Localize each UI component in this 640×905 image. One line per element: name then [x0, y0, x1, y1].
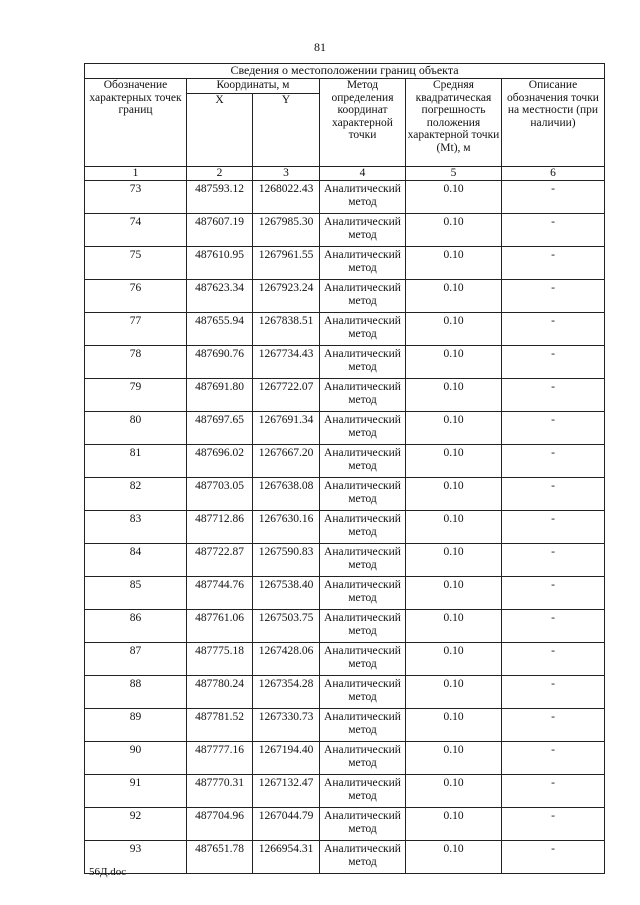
accuracy-cell: 0.10 — [406, 742, 502, 775]
y-coordinate-cell: 1267503.75 — [253, 610, 320, 643]
description-cell: - — [502, 544, 605, 577]
point-cell: 75 — [85, 247, 187, 280]
description-cell: - — [502, 280, 605, 313]
x-coordinate-cell: 487722.87 — [187, 544, 253, 577]
y-coordinate-cell: 1267838.51 — [253, 313, 320, 346]
x-coordinate-cell: 487761.06 — [187, 610, 253, 643]
x-coordinate-cell: 487744.76 — [187, 577, 253, 610]
y-coordinate-cell: 1267428.06 — [253, 643, 320, 676]
description-cell: - — [502, 610, 605, 643]
method-cell: Аналитический метод — [320, 280, 406, 313]
x-coordinate-cell: 487607.19 — [187, 214, 253, 247]
description-cell: - — [502, 511, 605, 544]
x-coordinate-cell: 487712.86 — [187, 511, 253, 544]
description-cell: - — [502, 643, 605, 676]
description-cell: - — [502, 478, 605, 511]
point-cell: 83 — [85, 511, 187, 544]
accuracy-cell: 0.10 — [406, 313, 502, 346]
point-cell: 84 — [85, 544, 187, 577]
point-cell: 79 — [85, 379, 187, 412]
table-row — [85, 313, 605, 346]
point-cell: 86 — [85, 610, 187, 643]
description-cell: - — [502, 709, 605, 742]
table-row — [85, 742, 605, 775]
y-coordinate-cell: 1267691.34 — [253, 412, 320, 445]
y-coordinate-cell: 1267590.83 — [253, 544, 320, 577]
y-coordinate-cell: 1268022.43 — [253, 181, 320, 214]
table-title: Сведения о местоположении границ объекта — [85, 64, 605, 79]
y-coordinate-cell: 1267734.43 — [253, 346, 320, 379]
table-row — [85, 412, 605, 445]
table-row — [85, 346, 605, 379]
method-cell: Аналитический метод — [320, 511, 406, 544]
description-cell: - — [502, 346, 605, 379]
method-cell: Аналитический метод — [320, 214, 406, 247]
point-cell: 76 — [85, 280, 187, 313]
description-cell: - — [502, 379, 605, 412]
x-coordinate-cell: 487696.02 — [187, 445, 253, 478]
point-cell: 90 — [85, 742, 187, 775]
description-cell: - — [502, 313, 605, 346]
method-cell: Аналитический метод — [320, 841, 406, 874]
point-cell: 85 — [85, 577, 187, 610]
point-cell: 78 — [85, 346, 187, 379]
accuracy-cell: 0.10 — [406, 676, 502, 709]
y-coordinate-cell: 1267354.28 — [253, 676, 320, 709]
y-coordinate-cell: 1266954.31 — [253, 841, 320, 874]
y-coordinate-cell: 1267330.73 — [253, 709, 320, 742]
table-row — [85, 478, 605, 511]
y-coordinate-cell: 1267961.55 — [253, 247, 320, 280]
column-number: 3 — [253, 167, 320, 181]
header-y: Y — [253, 94, 320, 167]
accuracy-cell: 0.10 — [406, 577, 502, 610]
document-filename: 56Д.doc — [89, 866, 127, 878]
accuracy-cell: 0.10 — [406, 544, 502, 577]
column-number: 1 — [85, 167, 187, 181]
table-row — [85, 577, 605, 610]
table-row — [85, 544, 605, 577]
method-cell: Аналитический метод — [320, 643, 406, 676]
column-number: 5 — [406, 167, 502, 181]
method-cell: Аналитический метод — [320, 445, 406, 478]
x-coordinate-cell: 487780.24 — [187, 676, 253, 709]
description-cell: - — [502, 742, 605, 775]
point-cell: 82 — [85, 478, 187, 511]
x-coordinate-cell: 487593.12 — [187, 181, 253, 214]
y-coordinate-cell: 1267985.30 — [253, 214, 320, 247]
accuracy-cell: 0.10 — [406, 412, 502, 445]
table-row — [85, 379, 605, 412]
accuracy-cell: 0.10 — [406, 841, 502, 874]
description-cell: - — [502, 808, 605, 841]
method-cell: Аналитический метод — [320, 808, 406, 841]
y-coordinate-cell: 1267667.20 — [253, 445, 320, 478]
column-number-row — [85, 167, 605, 181]
x-coordinate-cell: 487697.65 — [187, 412, 253, 445]
method-cell: Аналитический метод — [320, 775, 406, 808]
header-method: Метод определения координат характерной точки — [320, 79, 406, 167]
page-number: 81 — [314, 40, 326, 54]
method-cell: Аналитический метод — [320, 313, 406, 346]
y-coordinate-cell: 1267538.40 — [253, 577, 320, 610]
x-coordinate-cell: 487775.18 — [187, 643, 253, 676]
column-number: 4 — [320, 167, 406, 181]
description-cell: - — [502, 214, 605, 247]
point-cell: 87 — [85, 643, 187, 676]
method-cell: Аналитический метод — [320, 478, 406, 511]
method-cell: Аналитический метод — [320, 577, 406, 610]
description-cell: - — [502, 412, 605, 445]
table-row — [85, 280, 605, 313]
x-coordinate-cell: 487704.96 — [187, 808, 253, 841]
point-cell: 93 — [85, 841, 187, 874]
accuracy-cell: 0.10 — [406, 280, 502, 313]
accuracy-cell: 0.10 — [406, 214, 502, 247]
accuracy-cell: 0.10 — [406, 808, 502, 841]
point-cell: 81 — [85, 445, 187, 478]
description-cell: - — [502, 247, 605, 280]
description-cell: - — [502, 577, 605, 610]
method-cell: Аналитический метод — [320, 181, 406, 214]
table-row — [85, 181, 605, 214]
accuracy-cell: 0.10 — [406, 379, 502, 412]
y-coordinate-cell: 1267923.24 — [253, 280, 320, 313]
header-accuracy: Средняя квадратическая погрешность положения характерной точки (Mt), м — [406, 79, 502, 167]
table-row — [85, 841, 605, 874]
description-cell: - — [502, 181, 605, 214]
table-row — [85, 709, 605, 742]
table-row — [85, 610, 605, 643]
accuracy-cell: 0.10 — [406, 511, 502, 544]
header-x: X — [187, 94, 253, 167]
description-cell: - — [502, 445, 605, 478]
accuracy-cell: 0.10 — [406, 346, 502, 379]
accuracy-cell: 0.10 — [406, 247, 502, 280]
table-body — [85, 181, 605, 874]
y-coordinate-cell: 1267194.40 — [253, 742, 320, 775]
method-cell: Аналитический метод — [320, 610, 406, 643]
header-point: Обозначение характерных точек границ — [85, 79, 187, 167]
x-coordinate-cell: 487655.94 — [187, 313, 253, 346]
method-cell: Аналитический метод — [320, 709, 406, 742]
accuracy-cell: 0.10 — [406, 709, 502, 742]
method-cell: Аналитический метод — [320, 676, 406, 709]
point-cell: 89 — [85, 709, 187, 742]
point-cell: 80 — [85, 412, 187, 445]
accuracy-cell: 0.10 — [406, 643, 502, 676]
table-row — [85, 676, 605, 709]
header-coordinates: Координаты, м — [187, 79, 320, 94]
point-cell: 88 — [85, 676, 187, 709]
table-row — [85, 775, 605, 808]
x-coordinate-cell: 487781.52 — [187, 709, 253, 742]
table-row — [85, 214, 605, 247]
boundary-coordinates-table — [84, 63, 605, 874]
accuracy-cell: 0.10 — [406, 445, 502, 478]
description-cell: - — [502, 676, 605, 709]
method-cell: Аналитический метод — [320, 544, 406, 577]
table-row — [85, 808, 605, 841]
column-number: 2 — [187, 167, 253, 181]
table-row — [85, 247, 605, 280]
point-cell: 77 — [85, 313, 187, 346]
description-cell: - — [502, 841, 605, 874]
x-coordinate-cell: 487690.76 — [187, 346, 253, 379]
y-coordinate-cell: 1267044.79 — [253, 808, 320, 841]
table-row — [85, 511, 605, 544]
accuracy-cell: 0.10 — [406, 478, 502, 511]
x-coordinate-cell: 487777.16 — [187, 742, 253, 775]
table-row — [85, 643, 605, 676]
header-description: Описание обозначения точки на местности (при наличии) — [502, 79, 605, 167]
method-cell: Аналитический метод — [320, 742, 406, 775]
point-cell: 73 — [85, 181, 187, 214]
point-cell: 74 — [85, 214, 187, 247]
accuracy-cell: 0.10 — [406, 610, 502, 643]
method-cell: Аналитический метод — [320, 379, 406, 412]
x-coordinate-cell: 487651.78 — [187, 841, 253, 874]
x-coordinate-cell: 487623.34 — [187, 280, 253, 313]
x-coordinate-cell: 487770.31 — [187, 775, 253, 808]
x-coordinate-cell: 487703.05 — [187, 478, 253, 511]
method-cell: Аналитический метод — [320, 346, 406, 379]
accuracy-cell: 0.10 — [406, 181, 502, 214]
point-cell: 92 — [85, 808, 187, 841]
method-cell: Аналитический метод — [320, 412, 406, 445]
point-cell: 91 — [85, 775, 187, 808]
y-coordinate-cell: 1267722.07 — [253, 379, 320, 412]
table-row — [85, 445, 605, 478]
column-number: 6 — [502, 167, 605, 181]
y-coordinate-cell: 1267132.47 — [253, 775, 320, 808]
x-coordinate-cell: 487610.95 — [187, 247, 253, 280]
description-cell: - — [502, 775, 605, 808]
y-coordinate-cell: 1267638.08 — [253, 478, 320, 511]
accuracy-cell: 0.10 — [406, 775, 502, 808]
method-cell: Аналитический метод — [320, 247, 406, 280]
y-coordinate-cell: 1267630.16 — [253, 511, 320, 544]
x-coordinate-cell: 487691.80 — [187, 379, 253, 412]
